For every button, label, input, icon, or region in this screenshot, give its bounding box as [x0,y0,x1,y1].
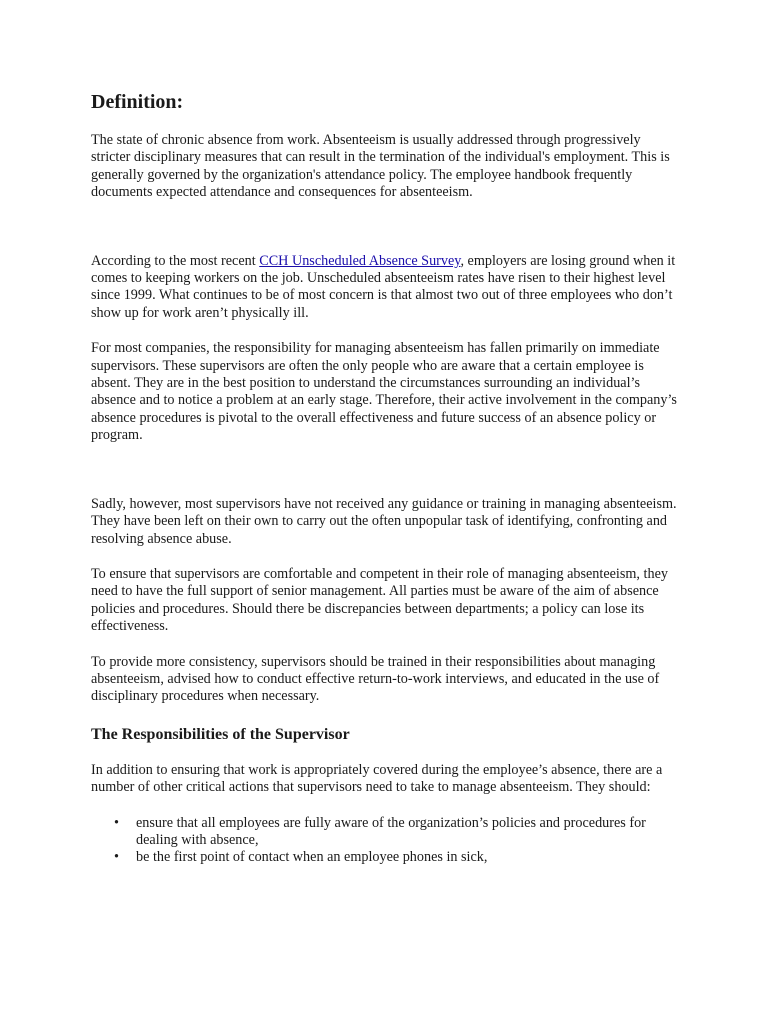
list-item-text: be the first point of contact when an employee phones in sick, [136,849,488,866]
survey-paragraph [91,253,681,323]
guidance-paragraph: Sadly, however, most supervisors have not received any guidance or training in managing absenteeism. They have been left on their own to carry out the often unpopular task of identifying, confronting and resolving absence abuse. [91,495,677,547]
cch-survey-link[interactable]: CCH Unscheduled Absence Survey [259,252,461,269]
responsibilities-heading: The Responsibilities of the Supervisor [91,725,350,743]
survey-text-after: , employers are losing ground when it comes to keeping workers on the job. Unscheduled absenteeism rates have risen to their highest level since 1999. What continues to be of most concern is that almost two out of three employees who don’t show up for work aren’t physically ill. [91,252,676,321]
definition-heading: Definition: [91,91,184,113]
list-item-text: ensure that all employees are fully aware of the organization’s policies and procedures for dealing with absence, [136,814,646,848]
support-paragraph: To ensure that supervisors are comfortable and competent in their role of managing absenteeism, they need to have the full support of senior management. All parties must be aware of the aim of absence policies and procedures. Should there be discrepancies between departments; a policy can lose its effectiveness. [91,565,668,635]
definition-paragraph: The state of chronic absence from work. Absenteeism is usually addressed through progressively stricter disciplinary measures that can result in the termination of the individual's employment. This is generally governed by the organization's attendance policy. The employee handbook frequently documents expected attendance and consequences for absenteeism. [91,132,670,201]
list-item [114,849,681,866]
document-page [91,88,681,867]
bullet-icon: • [114,849,119,866]
responsibilities-list [91,815,681,867]
survey-text-before: According to the most recent [91,252,260,269]
consistency-paragraph: To provide more consistency, supervisors should be trained in their responsibilities about managing absenteeism, advised how to conduct effective return-to-work interviews, and educated in the use of disciplinary procedures when necessary. [91,653,660,705]
list-item [114,814,681,850]
bullet-icon: • [114,814,119,831]
companies-paragraph: For most companies, the responsibility for managing absenteeism has fallen primarily on immediate supervisors. These supervisors are often the only people who are aware that a certain employee is absent. They are in the best position to understand the circumstances surrounding an individual’s absence and to notice a problem at an early stage. Therefore, their active involvement in the company’s absence procedures is pivotal to the overall effectiveness and future success of an absence policy or program. [91,340,677,444]
actions-paragraph: In addition to ensuring that work is appropriately covered during the employee’s absence, there are a number of other critical actions that supervisors need to take to manage absenteeism. They should: [91,761,663,796]
